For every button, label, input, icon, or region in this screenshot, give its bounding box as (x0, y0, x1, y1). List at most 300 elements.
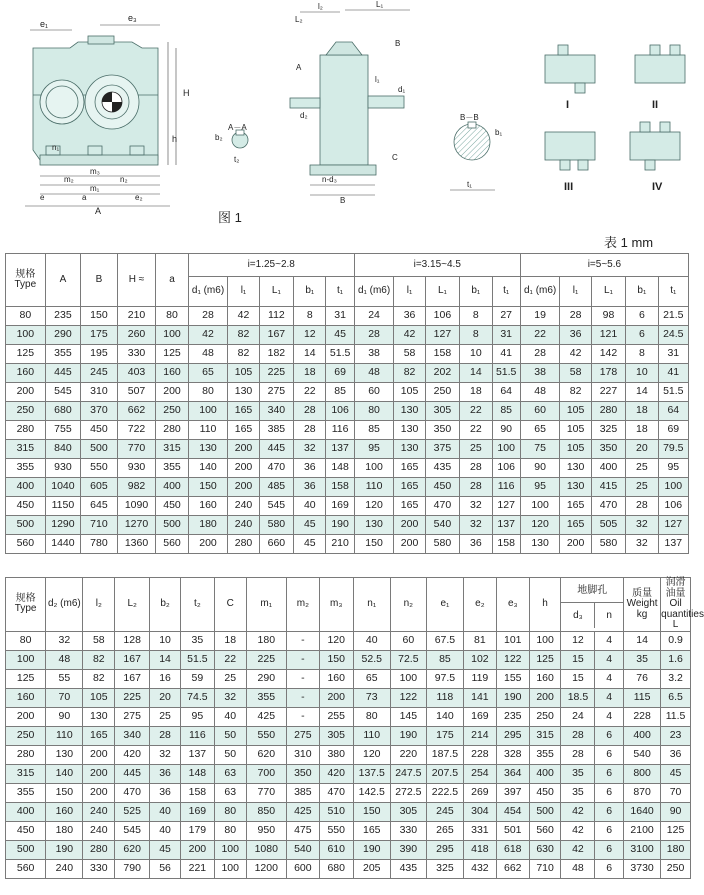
table-cell: 200 (188, 535, 228, 554)
table-cell: 130 (394, 421, 425, 440)
table-cell: 330 (390, 821, 426, 840)
table-cell: 80 (214, 821, 246, 840)
table-cell: 400 (591, 459, 625, 478)
table-cell: 250 (6, 402, 46, 421)
table-cell: 500 (156, 516, 188, 535)
table-cell: 18 (294, 364, 326, 383)
table-cell: 100 (188, 402, 228, 421)
table-cell: 130 (394, 402, 425, 421)
table-cell: 501 (496, 821, 529, 840)
table-cell: 100 (156, 326, 188, 345)
table-cell: 169 (180, 802, 214, 821)
table-cell: 210 (326, 535, 354, 554)
table-cell: 95 (520, 478, 560, 497)
table-cell: 269 (463, 783, 496, 802)
table-cell: 120 (520, 516, 560, 535)
table-cell: 350 (286, 764, 319, 783)
table-cell: 182 (259, 345, 293, 364)
table-cell: 385 (259, 421, 293, 440)
table-cell: 770 (117, 440, 156, 459)
table-cell: 100 (6, 326, 46, 345)
table-cell: 125 (6, 345, 46, 364)
table-cell: 305 (425, 402, 459, 421)
table-cell: 125 (6, 669, 46, 688)
table-cell: 130 (520, 535, 560, 554)
table-cell: 250 (156, 402, 188, 421)
table-cell: 1090 (117, 497, 156, 516)
header-m1: m₁ (246, 578, 286, 632)
dim-t1: t₁ (467, 180, 472, 189)
dim-m2: m₂ (64, 175, 74, 184)
table-cell: 175 (81, 326, 118, 345)
table-cell: 6 (595, 726, 624, 745)
table-cell: 36 (560, 326, 591, 345)
table-cell: 254 (463, 764, 496, 783)
table-cell: 295 (426, 840, 463, 859)
dim-e2: e₂ (135, 193, 143, 202)
table-cell: 328 (496, 745, 529, 764)
table-cell: 397 (496, 783, 529, 802)
table-cell: 710 (529, 859, 561, 878)
table-cell: 6 (626, 307, 658, 326)
table-cell: 51.5 (492, 364, 520, 383)
table-cell: 240 (46, 859, 83, 878)
table-cell: 28 (354, 326, 394, 345)
table-cell: 165 (394, 497, 425, 516)
table-cell: 350 (425, 421, 459, 440)
table-cell: 165 (560, 497, 591, 516)
table-cell: 116 (180, 726, 214, 745)
table-cell: 18 (626, 421, 658, 440)
table-cell: 100 (658, 478, 688, 497)
table-cell: 180 (188, 516, 228, 535)
table-cell: 425 (286, 802, 319, 821)
table-cell: 355 (246, 688, 286, 707)
table-cell: 4 (595, 631, 624, 650)
header-b1: b₁ (460, 277, 492, 307)
table-cell: 662 (117, 402, 156, 421)
table-cell: 1360 (117, 535, 156, 554)
table-cell: 28 (561, 726, 595, 745)
table-cell: 450 (529, 783, 561, 802)
table-cell: 140 (188, 459, 228, 478)
table-cell: 56 (150, 859, 181, 878)
table-cell: 190 (353, 840, 390, 859)
table-cell: 200 (6, 383, 46, 402)
table-cell: 200 (156, 383, 188, 402)
table-cell: 100 (6, 650, 46, 669)
table-cell: 40 (150, 821, 181, 840)
table-cell: 100 (214, 859, 246, 878)
table-cell: 10 (626, 364, 658, 383)
table-cell: 245 (81, 364, 118, 383)
table-cell: 28 (188, 307, 228, 326)
table-row (6, 402, 689, 421)
table-cell: 58 (394, 345, 425, 364)
dim-t2: t₂ (234, 155, 240, 164)
table-cell: 6 (595, 840, 624, 859)
table-cell: 127 (425, 326, 459, 345)
table-cell: 105 (560, 421, 591, 440)
table-cell: 28 (561, 745, 595, 764)
table-cell: 106 (425, 307, 459, 326)
table-cell: 42 (561, 821, 595, 840)
table-cell: 74.5 (180, 688, 214, 707)
dim-n-d3: n-d₃ (322, 175, 337, 184)
table-cell: 32 (460, 497, 492, 516)
table-cell: 82 (560, 383, 591, 402)
table-cell: 280 (591, 402, 625, 421)
dimension-table-2 (5, 577, 704, 879)
dim-A: A (95, 206, 102, 216)
table-cell: 158 (180, 783, 214, 802)
table-cell: 200 (83, 745, 115, 764)
table-cell: 50 (214, 726, 246, 745)
table-cell: 15 (561, 650, 595, 669)
table-cell: 167 (115, 669, 150, 688)
table-cell: 160 (46, 802, 83, 821)
header-m2: m₂ (286, 578, 319, 632)
table-cell: 202 (425, 364, 459, 383)
table-cell: 24.5 (658, 326, 688, 345)
table-cell: 350 (591, 440, 625, 459)
table-cell: 250 (425, 383, 459, 402)
table-cell: 122 (496, 650, 529, 669)
table-cell: 272.5 (390, 783, 426, 802)
table-cell: 295 (496, 726, 529, 745)
table-cell: 165 (394, 478, 425, 497)
table-cell: 228 (624, 707, 661, 726)
table-cell: 115 (624, 688, 661, 707)
table-cell: 450 (81, 421, 118, 440)
table-cell: 8 (626, 345, 658, 364)
table-cell: 435 (390, 859, 426, 878)
table-cell: 22 (214, 650, 246, 669)
table-cell: 445 (259, 440, 293, 459)
table-cell: 930 (117, 459, 156, 478)
table-cell: 10 (150, 631, 181, 650)
table-cell: 82 (228, 326, 259, 345)
table-cell: 48 (46, 650, 83, 669)
table-cell: 8 (294, 307, 326, 326)
table-cell: 65 (520, 421, 560, 440)
table-cell: 325 (591, 421, 625, 440)
label-a-a: A－A (228, 123, 247, 132)
table-cell: 304 (463, 802, 496, 821)
table-cell: 160 (6, 364, 46, 383)
table-cell: 4 (595, 650, 624, 669)
table-cell: 950 (246, 821, 286, 840)
table-cell: 80 (354, 402, 394, 421)
table-cell: 137 (326, 440, 354, 459)
table-cell: 158 (425, 345, 459, 364)
table-cell: 200 (529, 688, 561, 707)
table-cell: 48 (520, 383, 560, 402)
table-row (6, 383, 689, 402)
table-cell: 148 (326, 459, 354, 478)
table-cell: 90 (520, 459, 560, 478)
header-n1: n₁ (353, 578, 390, 632)
table-cell: - (286, 650, 319, 669)
table-cell: 28 (460, 478, 492, 497)
dim-B-top: B (395, 39, 401, 48)
table-cell: 280 (156, 421, 188, 440)
table-cell: 116 (492, 478, 520, 497)
table-cell: 560 (6, 535, 46, 554)
table-cell: 14 (624, 631, 661, 650)
table-cell: 100 (492, 440, 520, 459)
dim-h: h (172, 134, 178, 144)
table-cell: 167 (115, 650, 150, 669)
table-row (6, 764, 691, 783)
table-cell: 31 (492, 326, 520, 345)
assembly-label-i: I (566, 99, 570, 111)
table-cell: 525 (115, 802, 150, 821)
table-cell: 100 (390, 669, 426, 688)
table-cell: 200 (228, 459, 259, 478)
table-cell: 90 (492, 421, 520, 440)
table-cell: 45 (150, 840, 181, 859)
dim-l1: l₁ (375, 75, 380, 84)
table-cell: 235 (45, 307, 81, 326)
table-cell: 450 (425, 478, 459, 497)
table-cell: 137 (658, 535, 688, 554)
table-cell: 169 (463, 707, 496, 726)
table-cell: 35 (561, 764, 595, 783)
table-cell: 31 (658, 345, 688, 364)
table-row (6, 326, 689, 345)
table-cell: 390 (390, 840, 426, 859)
table-row (6, 535, 689, 554)
table-cell: 247.5 (390, 764, 426, 783)
table-cell: 340 (115, 726, 150, 745)
table-cell: 125 (661, 821, 691, 840)
table-cell: 260 (117, 326, 156, 345)
table-cell: 275 (259, 383, 293, 402)
table-cell: 80 (156, 307, 188, 326)
table-cell: 48 (561, 859, 595, 878)
table-cell: 23 (661, 726, 691, 745)
table-cell: 210 (117, 307, 156, 326)
table-cell: 32 (214, 688, 246, 707)
table-cell: 35 (561, 783, 595, 802)
table-cell: 105 (228, 364, 259, 383)
table-cell: 207.5 (426, 764, 463, 783)
table-cell: 140 (426, 707, 463, 726)
table-cell: 36 (294, 459, 326, 478)
table-cell: 58 (83, 631, 115, 650)
table-cell: 79.5 (658, 440, 688, 459)
table-cell: 8 (460, 307, 492, 326)
table-cell: 85 (492, 402, 520, 421)
table-cell: 160 (319, 669, 353, 688)
header-l2: l₂ (83, 578, 115, 632)
table-cell: 105 (560, 440, 591, 459)
table-cell: 330 (117, 345, 156, 364)
table-cell: 35 (624, 650, 661, 669)
table-row (6, 859, 691, 878)
table-cell: 178 (591, 364, 625, 383)
table-cell: 60 (390, 631, 426, 650)
table-cell: 331 (463, 821, 496, 840)
table-cell: 45 (661, 764, 691, 783)
table-cell: 6 (595, 783, 624, 802)
table-cell: 6.5 (661, 688, 691, 707)
table-cell: 280 (228, 535, 259, 554)
table-cell: 228 (463, 745, 496, 764)
table-cell: 1080 (246, 840, 286, 859)
table-cell: 160 (6, 688, 46, 707)
table-cell: 12 (294, 326, 326, 345)
table-cell: 6 (595, 745, 624, 764)
table-cell: 14 (150, 650, 181, 669)
table-cell: 59 (180, 669, 214, 688)
table-cell: 1200 (246, 859, 286, 878)
table-cell: 130 (46, 745, 83, 764)
table-cell: 500 (6, 840, 46, 859)
table-cell: 290 (246, 669, 286, 688)
table-cell: 41 (658, 364, 688, 383)
table-cell: 105 (560, 402, 591, 421)
table-cell: 240 (228, 497, 259, 516)
table-cell: 280 (83, 840, 115, 859)
table-cell: 80 (214, 802, 246, 821)
table-cell: 3.2 (661, 669, 691, 688)
table-cell: 12 (561, 631, 595, 650)
table-cell: 722 (117, 421, 156, 440)
header-B: B (81, 254, 118, 307)
table-cell: 1440 (45, 535, 81, 554)
table-cell: 150 (81, 307, 118, 326)
table-cell: 500 (6, 516, 46, 535)
table-cell: 305 (390, 802, 426, 821)
table-cell: 2100 (624, 821, 661, 840)
table-cell: 770 (246, 783, 286, 802)
table-cell: 85 (326, 383, 354, 402)
table-cell: 450 (156, 497, 188, 516)
table-cell: 38 (354, 345, 394, 364)
table-cell: 100 (354, 459, 394, 478)
table-cell: 64 (658, 402, 688, 421)
table-cell: 190 (390, 726, 426, 745)
header-ratio-group-2: i=3.15~4.5 (354, 254, 520, 277)
table-cell: 505 (591, 516, 625, 535)
header-ratio-group-1: i=1.25~2.8 (188, 254, 354, 277)
table-cell: 580 (259, 516, 293, 535)
table-cell: 200 (228, 440, 259, 459)
table-cell: 27 (492, 307, 520, 326)
table-cell: 200 (394, 535, 425, 554)
table-cell: 780 (81, 535, 118, 554)
table-cell: 130 (83, 707, 115, 726)
table-cell: 500 (529, 802, 561, 821)
table-cell: 618 (496, 840, 529, 859)
table-cell: 510 (319, 802, 353, 821)
table-cell: 355 (45, 345, 81, 364)
table-cell: 1.6 (661, 650, 691, 669)
table-cell: 355 (529, 745, 561, 764)
table-cell: 180 (661, 840, 691, 859)
table-cell: 69 (326, 364, 354, 383)
table-cell: 22 (460, 421, 492, 440)
table-cell: 80 (6, 631, 46, 650)
dim-A-side: A (296, 63, 302, 72)
table-cell: 28 (294, 402, 326, 421)
table-cell: 1150 (45, 497, 81, 516)
table-cell: 660 (259, 535, 293, 554)
table-cell: 110 (46, 726, 83, 745)
table-cell: 680 (319, 859, 353, 878)
table-cell: 95 (658, 459, 688, 478)
table-cell: 28 (150, 726, 181, 745)
table-cell: 507 (117, 383, 156, 402)
table-cell: 10 (460, 345, 492, 364)
table-cell: 60 (520, 402, 560, 421)
table-cell: 14 (460, 364, 492, 383)
table-cell: 32 (150, 745, 181, 764)
table-cell: 175 (426, 726, 463, 745)
table-cell: 290 (45, 326, 81, 345)
table-cell: 32 (626, 516, 658, 535)
assembly-type-iv-drawing (630, 122, 680, 170)
header-L1: L₁ (259, 277, 293, 307)
table-cell: 36 (460, 535, 492, 554)
table-cell: 700 (246, 764, 286, 783)
table-cell: 148 (180, 764, 214, 783)
table-cell: 25 (150, 707, 181, 726)
table-cell: 310 (286, 745, 319, 764)
table-cell: 52.5 (353, 650, 390, 669)
table-cell: 28 (460, 459, 492, 478)
table-row (6, 440, 689, 459)
table-cell: 165 (228, 402, 259, 421)
table-cell: 25 (626, 459, 658, 478)
table-cell: 425 (246, 707, 286, 726)
table-cell: 305 (319, 726, 353, 745)
table-cell: 127 (492, 497, 520, 516)
table-cell: 214 (463, 726, 496, 745)
table-row (6, 516, 689, 535)
table-cell: 150 (319, 650, 353, 669)
header-L1: L₁ (591, 277, 625, 307)
header-L1: L₁ (425, 277, 459, 307)
table-cell: 14 (294, 345, 326, 364)
assembly-label-iv: IV (652, 181, 663, 193)
table-cell: 63 (214, 764, 246, 783)
table-cell: 550 (81, 459, 118, 478)
table-cell: - (286, 707, 319, 726)
table-cell: 450 (6, 821, 46, 840)
table-cell: 15 (561, 669, 595, 688)
table-cell: 40 (353, 631, 390, 650)
assembly-type-ii-drawing (635, 45, 685, 83)
table-cell: 445 (115, 764, 150, 783)
table-cell: 580 (591, 535, 625, 554)
header-weight: 质量 Weight kg (624, 578, 661, 632)
table-cell: 630 (529, 840, 561, 859)
table-cell: 25 (460, 440, 492, 459)
table-cell: 70 (46, 688, 83, 707)
table-cell: 145 (390, 707, 426, 726)
table-cell: 24 (354, 307, 394, 326)
table-cell: 25 (626, 478, 658, 497)
table-cell: 150 (46, 783, 83, 802)
header-e2: e₂ (463, 578, 496, 632)
label-b-b: B－B (460, 113, 479, 122)
table-row (6, 821, 691, 840)
table-cell: 420 (115, 745, 150, 764)
table-cell: 850 (246, 802, 286, 821)
